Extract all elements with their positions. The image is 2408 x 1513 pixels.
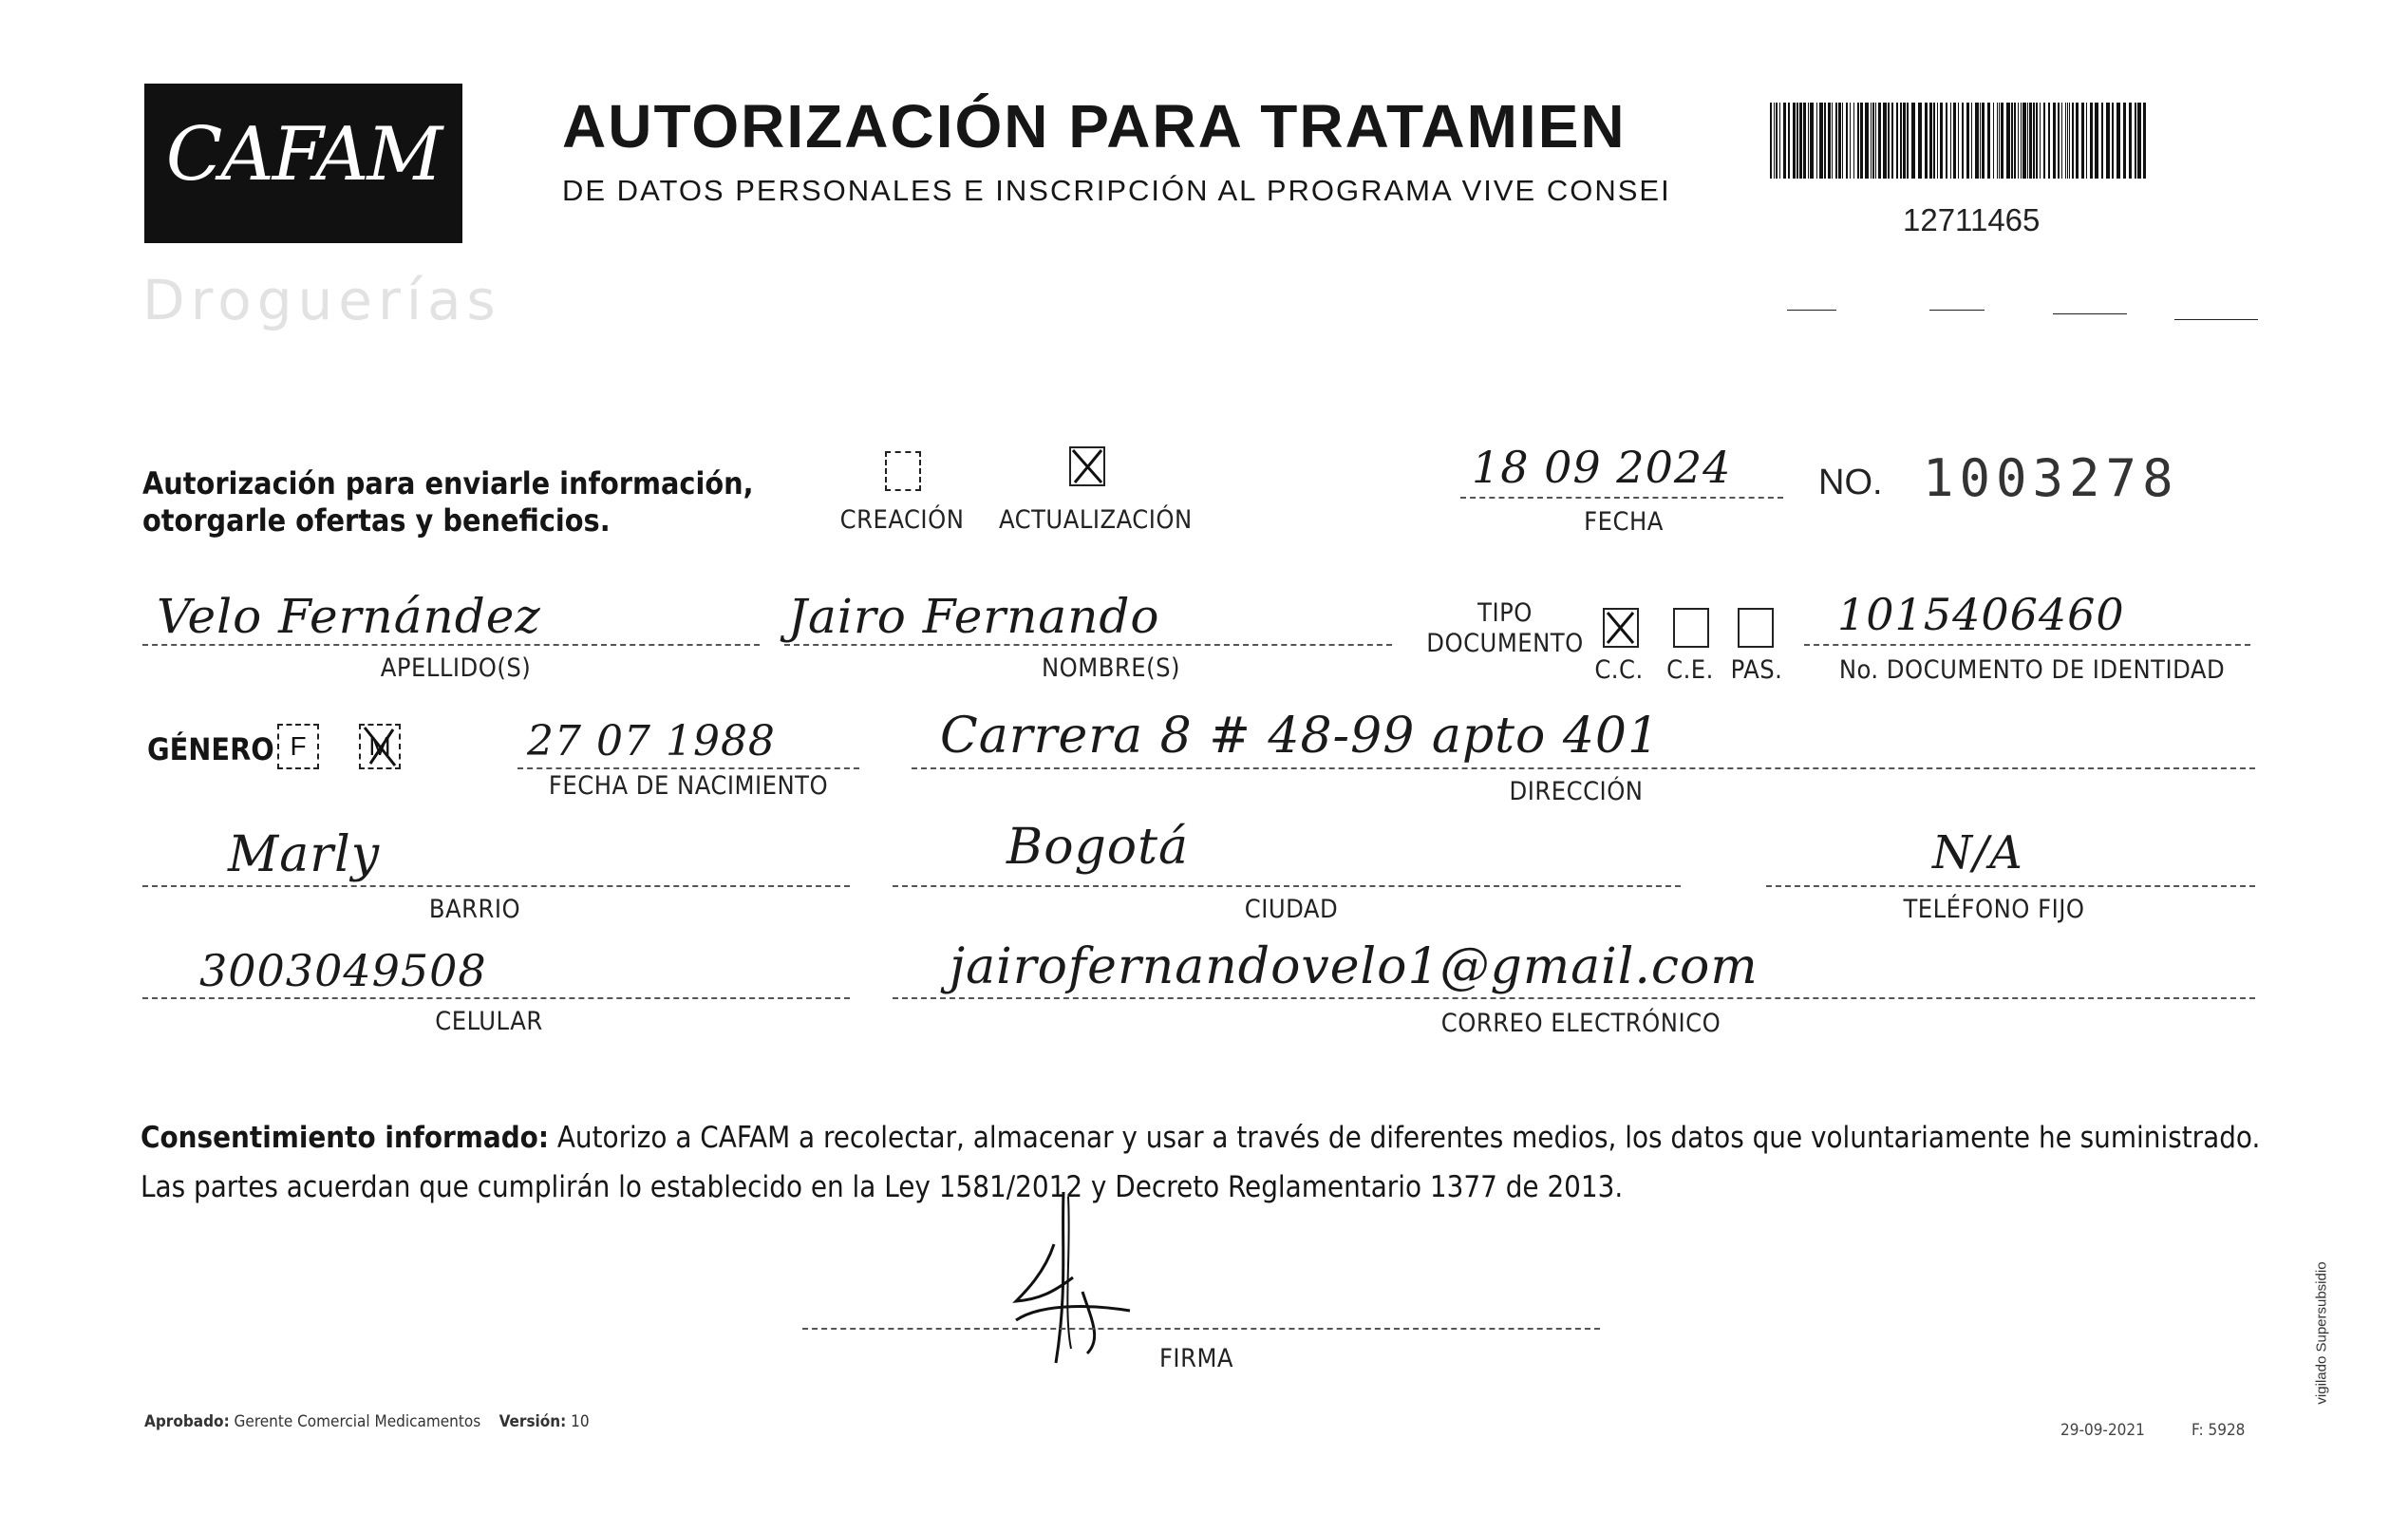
barcode-bar — [1846, 103, 1848, 179]
consent-lead: Consentimiento informado: — [141, 1121, 549, 1155]
barrio-label: BARRIO — [428, 895, 521, 924]
barcode-bar — [2036, 103, 2038, 179]
barcode-bar — [2029, 103, 2032, 179]
barcode-bar — [1982, 103, 1985, 179]
header-rule — [1787, 310, 1836, 311]
barcode-bar — [2022, 103, 2026, 179]
barcode-bar — [1816, 103, 1817, 179]
nombres-field[interactable]: Jairo Fernando — [788, 589, 1160, 644]
consent-text-1: Autorizo a CAFAM a recolectar, almacenar y usar a través de diferentes medios, los datos que voluntariamente he suministrado. — [548, 1121, 2261, 1155]
barcode-bar — [1832, 103, 1833, 179]
barcode-bar — [2065, 103, 2066, 179]
creation-checkbox[interactable] — [885, 451, 921, 491]
apellidos-field[interactable]: Velo Fernández — [157, 589, 541, 644]
nombres-underline — [784, 644, 1392, 646]
date-underline — [1460, 497, 1783, 499]
celular-field[interactable]: 3003049508 — [199, 945, 487, 996]
ciudad-underline — [893, 885, 1681, 887]
barcode-bar — [1878, 103, 1881, 179]
footer-approved — [144, 1412, 590, 1431]
barcode-icon — [1768, 103, 2148, 179]
barcode-bar — [1797, 103, 1798, 179]
ce-label: C.E. — [1666, 655, 1714, 685]
barcode-bar — [1971, 103, 1972, 179]
barcode-bar — [1808, 103, 1809, 179]
genero-m-checkbox[interactable] — [359, 724, 401, 769]
telefono-label: TELÉFONO FIJO — [1903, 895, 2085, 924]
barcode-bar — [2043, 103, 2045, 179]
barcode-bar — [1896, 103, 1898, 179]
celular-underline — [142, 997, 850, 999]
footer-date: 29-09-2021 — [2060, 1421, 2145, 1440]
form-number: 1003278 — [1923, 448, 2179, 508]
barcode-bar — [1997, 103, 1998, 179]
update-label: ACTUALIZACIÓN — [999, 505, 1193, 535]
barcode-bar — [1962, 103, 1964, 179]
barcode-number: 12711465 — [1903, 202, 2041, 237]
barrio-underline — [142, 885, 850, 887]
barcode-bar — [2112, 103, 2114, 179]
direccion-field[interactable]: Carrera 8 # 48-99 apto 401 — [940, 708, 1661, 765]
barcode-bar — [1933, 103, 1935, 179]
authorization-line-1: Autorización para enviarle información, — [142, 465, 754, 501]
apellidos-label: APELLIDO(S) — [380, 653, 532, 683]
barcode-bar — [1788, 103, 1790, 179]
tipo-label-line-1: TIPO — [1477, 598, 1533, 628]
barcode-bar — [2061, 103, 2062, 179]
check-x-icon — [1605, 610, 1637, 646]
barcode-bar — [2116, 103, 2120, 179]
signature-scribble — [988, 1187, 1139, 1368]
barcode-bar — [1793, 103, 1796, 179]
direccion-underline — [912, 767, 2255, 769]
barcode-bar — [2067, 103, 2068, 179]
aprobado-label: Aprobado: — [144, 1412, 230, 1431]
barcode-bar — [1883, 103, 1887, 179]
barcode-bar — [2143, 103, 2146, 179]
aprobado-value: Gerente Comercial Medicamentos — [234, 1412, 481, 1431]
barcode-bar — [1911, 103, 1915, 179]
direccion-label: DIRECCIÓN — [1509, 777, 1644, 806]
cafam-logo — [144, 84, 462, 243]
telefono-field[interactable]: N/A — [1932, 826, 2023, 879]
creation-label: CREACIÓN — [839, 505, 965, 535]
barcode-bar — [1835, 103, 1837, 179]
header-rule — [2053, 313, 2127, 314]
correo-label: CORREO ELECTRÓNICO — [1440, 1009, 1721, 1038]
barcode-bar — [1860, 103, 1863, 179]
barcode-bar — [1918, 103, 1922, 179]
barcode-bar — [2027, 103, 2028, 179]
apellidos-underline — [142, 644, 760, 646]
barcode-bar — [2076, 103, 2079, 179]
consent-line-1 — [141, 1113, 2267, 1163]
barcode-bar — [1999, 103, 2000, 179]
barcode-bar — [1819, 103, 1823, 179]
form-title: AUTORIZACIÓN PARA TRATAMIEN — [562, 92, 1627, 161]
fecha-nacimiento-field[interactable]: 27 07 1988 — [527, 717, 776, 766]
barcode-bar — [1850, 103, 1851, 179]
barcode-bar — [2101, 103, 2103, 179]
m-label: M — [368, 731, 391, 761]
logo-text: CAFAM — [165, 112, 442, 198]
barcode-bar — [1842, 103, 1843, 179]
barcode-bar — [1950, 103, 1951, 179]
barcode-bar — [2053, 103, 2056, 179]
check-x-icon — [361, 726, 399, 767]
date-label: FECHA — [1584, 507, 1664, 537]
telefono-underline — [1766, 885, 2255, 887]
barcode-bar — [1810, 103, 1814, 179]
barcode-bar — [1857, 103, 1859, 179]
tipo-documento-label — [1424, 598, 1586, 659]
ciudad-label: CIUDAD — [1244, 895, 1339, 924]
barcode-bar — [1925, 103, 1928, 179]
barcode-bar — [1888, 103, 1890, 179]
nombres-label: NOMBRE(S) — [1041, 653, 1180, 683]
celular-label: CELULAR — [435, 1007, 543, 1036]
barcode-bar — [2001, 103, 2004, 179]
barrio-field[interactable]: Marly — [228, 826, 381, 883]
barcode-bar — [1779, 103, 1780, 179]
version-value: 10 — [571, 1412, 590, 1431]
barcode-bar — [1783, 103, 1786, 179]
correo-underline — [893, 997, 2255, 999]
barcode-bar — [1937, 103, 1938, 179]
barcode-bar — [1853, 103, 1854, 179]
cc-checkbox[interactable] — [1603, 608, 1639, 648]
fecha-nacimiento-underline — [517, 767, 859, 769]
barcode-bar — [2040, 103, 2041, 179]
barcode-bar — [1776, 103, 1778, 179]
barcode-bar — [2058, 103, 2060, 179]
barcode-bar — [1828, 103, 1831, 179]
barcode-bar — [1838, 103, 1841, 179]
authorization-line-2: otorgarle ofertas y beneficios. — [142, 502, 611, 539]
header-rule — [2174, 319, 2258, 320]
barcode-bar — [1891, 103, 1893, 179]
barcode-bar — [1958, 103, 1959, 179]
header-rule — [1929, 310, 1985, 311]
barcode-bar — [2123, 103, 2126, 179]
barcode-bar — [2106, 103, 2110, 179]
barcode-bar — [2129, 103, 2132, 179]
footer-code: F: 5928 — [2192, 1421, 2246, 1440]
fecha-nacimiento-label: FECHA DE NACIMIENTO — [548, 771, 829, 801]
barcode-bar — [1940, 103, 1943, 179]
barcode-bar — [1824, 103, 1826, 179]
barcode-bar — [1872, 103, 1874, 179]
documento-field[interactable]: 1015406460 — [1837, 589, 2125, 640]
number-label: NO. — [1818, 463, 1883, 502]
tipo-label-line-2: DOCUMENTO — [1426, 629, 1584, 658]
consent-line-2: Las partes acuerdan que cumplirán lo establecido en la Ley 1581/2012 y Decreto Reglamentario 1377 de 2013. — [141, 1170, 1624, 1204]
barcode-bar — [2021, 103, 2022, 179]
barcode-bar — [1803, 103, 1806, 179]
barcode-bar — [1875, 103, 1876, 179]
check-x-icon — [1071, 448, 1103, 484]
barcode-bar — [1907, 103, 1909, 179]
barcode-bar — [1987, 103, 1990, 179]
correo-field[interactable]: jairofernandovelo1@gmail.com — [950, 938, 1759, 995]
barcode-bar — [1929, 103, 1932, 179]
barcode-bar — [1966, 103, 1969, 179]
barcode-bar — [1975, 103, 1979, 179]
documento-label: No. DOCUMENTO DE IDENTIDAD — [1838, 655, 2226, 685]
barcode-bar — [2090, 103, 2093, 179]
authorization-text — [142, 465, 754, 539]
barcode-bar — [1770, 103, 1772, 179]
barcode-bar — [2081, 103, 2084, 179]
ce-checkbox[interactable] — [1673, 608, 1709, 648]
update-checkbox[interactable] — [1069, 446, 1105, 486]
barcode-bar — [2135, 103, 2136, 179]
f-label: F — [290, 731, 307, 761]
barcode-bar — [2137, 103, 2141, 179]
barcode-bar — [2018, 103, 2019, 179]
genero-f-checkbox[interactable] — [277, 724, 319, 769]
pas-label: PAS. — [1730, 655, 1783, 685]
barcode-bar — [2048, 103, 2050, 179]
barcode-bar — [1865, 103, 1869, 179]
barcode-bar — [1953, 103, 1956, 179]
consent-paragraph — [141, 1113, 2267, 1212]
barcode-bar — [2033, 103, 2035, 179]
barcode-bar — [2014, 103, 2016, 179]
barcode-bar — [1980, 103, 1981, 179]
barcode-bar — [1799, 103, 1802, 179]
signature-underline — [802, 1328, 1600, 1330]
side-mark — [2307, 1235, 2336, 1444]
barcode-bar — [2095, 103, 2098, 179]
barcode-bar — [1946, 103, 1947, 179]
barcode-bar — [1993, 103, 1994, 179]
barcode-bar — [1871, 103, 1872, 179]
form-subtitle: DE DATOS PERSONALES E INSCRIPCIÓN AL PROGRAMA VIVE CONSEI — [562, 174, 1671, 207]
cc-label: C.C. — [1594, 655, 1644, 685]
barcode-bar — [1903, 103, 1906, 179]
signature-label: FIRMA — [1158, 1344, 1234, 1373]
barcode-bar — [2011, 103, 2013, 179]
barcode-bar — [2072, 103, 2074, 179]
barcode-bar — [1774, 103, 1775, 179]
ciudad-field[interactable]: Bogotá — [1006, 819, 1190, 876]
documento-underline — [1804, 644, 2250, 646]
pas-checkbox[interactable] — [1738, 608, 1774, 648]
barcode-bar — [2069, 103, 2070, 179]
barcode-bar — [2006, 103, 2010, 179]
barcode-bar — [1900, 103, 1902, 179]
version-label: Versión: — [499, 1412, 567, 1431]
date-field[interactable]: 18 09 2024 — [1472, 442, 1732, 493]
side-text: vigilado Supersubsidio — [2313, 1261, 2330, 1405]
genero-label: GÉNERO — [147, 731, 274, 767]
barcode-bar — [2086, 103, 2087, 179]
logo-subtext: Droguerías — [142, 268, 501, 332]
